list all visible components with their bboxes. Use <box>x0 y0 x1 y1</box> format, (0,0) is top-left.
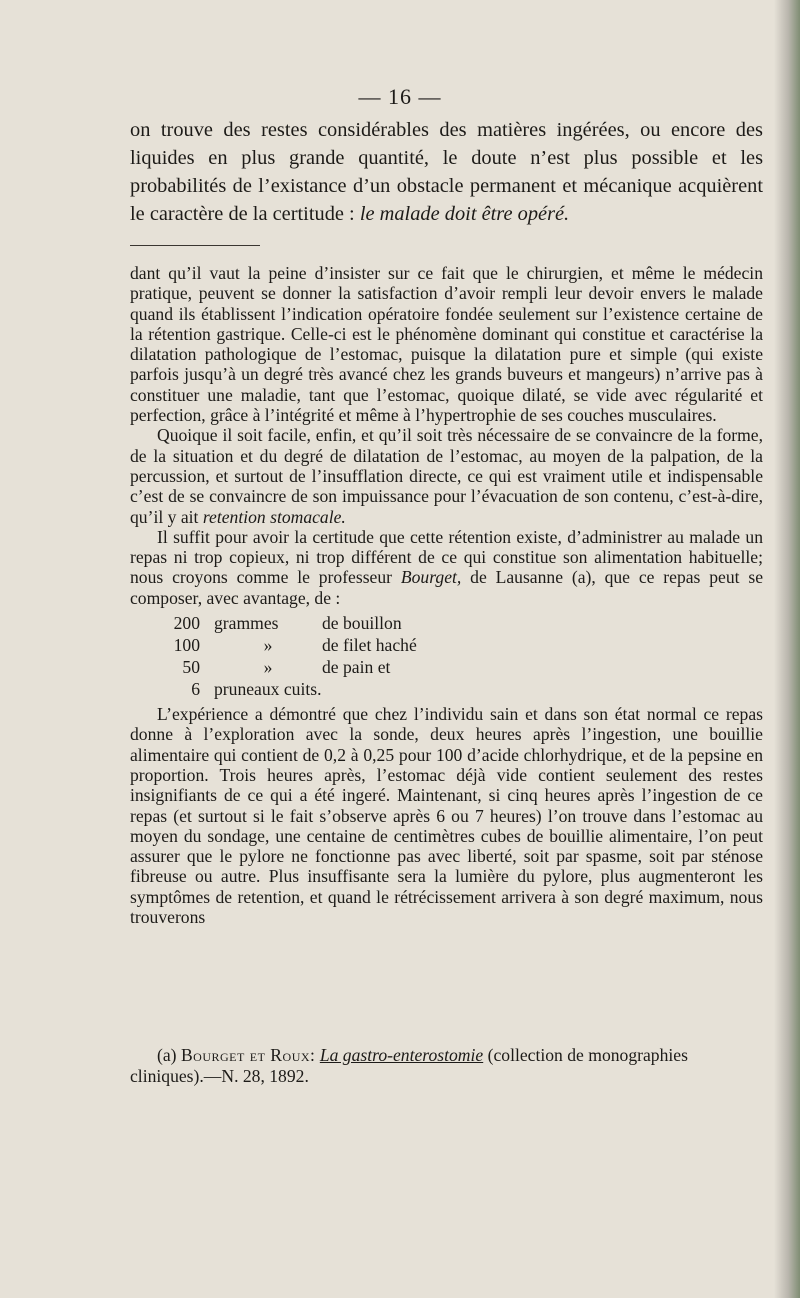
continued-paragraph <box>130 116 763 228</box>
section-divider <box>130 245 260 246</box>
continued-paragraph-emphasis: le malade doit être opéré. <box>359 203 570 225</box>
recipe-item: de filet haché <box>322 635 417 656</box>
paragraph-2-text: Quoique il soit facile, enfin, et qu’il soit très nécessaire de se convaincre de la forme, de la situation et du degré de dilatation de l’estomac, au moyen de la palpation, de la percussion, et surtout de l’insufflation directe, ce qui est vraiment utile et indispensable c’est de se convaincre de son impuissance pour l’évacuation de son contenu, c’est-à-dire, qu’il y ait <box>130 425 763 527</box>
paragraph-4: L’expérience a démontré que chez l’individu sain et dans son état normal ce repas donne à l’exploration avec la sonde, deux heures après l’ingestion, une bouillie alimentaire qui contient de 0,2 à 0,25 pour 100 d’acide chlorhydrique, et de la pepsine en proportion. Trois heures après, l’estomac déjà vide contient seulement des restes insignifiants de ce qui a été ingeré. Maintenant, si cinq heures après l’ingestion de ce repas (et surtout si le fait s’observe après 6 ou 7 heures) l’on trouve dans l’estomac au moyen du sondage, une centaine de centimètres cubes de bouillie alimentaire, l’on peut assurer que le pylore ne fonctionne pas avec liberté, soit par spasme, soit par sténose fibreuse ou autre. Plus insuffisante sera la lumière du pylore, plus augmenteront les symptômes de retention, et quand le rétrécissement arrivera à son degré maximum, nous trouverons <box>130 704 763 928</box>
recipe-quantity: 6 <box>191 679 200 700</box>
recipe-unit: pruneaux cuits. <box>214 679 322 700</box>
recipe-unit: » <box>263 635 273 656</box>
recipe-quantity: 50 <box>182 657 200 678</box>
recipe-list <box>130 612 763 700</box>
paragraph-3-text-b: de Lausanne (a), que ce repas peut se composer, avec avantage, de : <box>130 567 764 608</box>
recipe-quantity: 200 <box>173 613 200 634</box>
paragraph-1: dant qu’il vaut la peine d’insister sur ce fait que le chirurgien, et même le médecin pratique, peuvent se donner la satisfaction d’avoir rempli leur devoir envers le malade quand ils établissent l’indication opératoire fondée seulement sur l’existence certaine de la rétention gastrique. Celle-ci est le phénomène dominant qui constitue et caractérise la dilatation pathologique de l’estomac, puisque la dilatation pure et simple (qui existe parfois jusqu’à un degré très avancé chez les grands buveurs et mangeurs) n’arrive pas à constituer une maladie, tant que l’estomac, quoique dilaté, se vide avec régularité et perfection, grâce à l’intégrité et même à l’hypertrophie de ses couches musculaires. <box>130 263 763 426</box>
recipe-quantity: 100 <box>173 635 200 656</box>
recipe-row <box>130 656 763 678</box>
footnote-line <box>130 1045 763 1087</box>
footnote-authors: Bourget et Roux: <box>180 1045 316 1065</box>
page-edge-shadow <box>774 0 800 1298</box>
paragraph-2 <box>130 425 763 526</box>
footnote <box>130 1045 763 1087</box>
paragraph-3-text-a: Il suffit pour avoir la certitude que cette rétention existe, d’administrer au malade un repas ni trop copieux, ni trop différent de ce qui constitue son alimentation habituelle; nous croyons comme le professeur <box>130 526 763 588</box>
main-text <box>130 263 763 927</box>
page-number: — 16 — <box>358 84 442 109</box>
recipe-item: de bouillon <box>322 613 402 634</box>
paragraph-3 <box>130 527 763 608</box>
paragraph-3-name: Bourget, <box>400 567 462 588</box>
recipe-item: de pain et <box>322 657 391 678</box>
recipe-row <box>130 634 763 656</box>
recipe-row <box>130 678 763 700</box>
footnote-rest: (collection de monographies cliniques).—N. 28, 1892. <box>130 1045 688 1086</box>
footnote-mark: (a) <box>157 1045 177 1065</box>
recipe-unit: » <box>263 657 273 678</box>
paragraph-2-emphasis: retention stomacale. <box>202 506 346 527</box>
footnote-title: La gastro-enterostomie <box>319 1045 484 1065</box>
recipe-unit: grammes <box>214 613 279 634</box>
continued-paragraph-text: on trouve des restes considérables des matières ingérées, ou encore des liquides en plus grande quantité, le doute n’est plus possible et les probabilités de l’existance d’un obstacle permanent et mécanique acquièrent le caractère de la certitude : <box>130 119 763 225</box>
recipe-row <box>130 612 763 634</box>
